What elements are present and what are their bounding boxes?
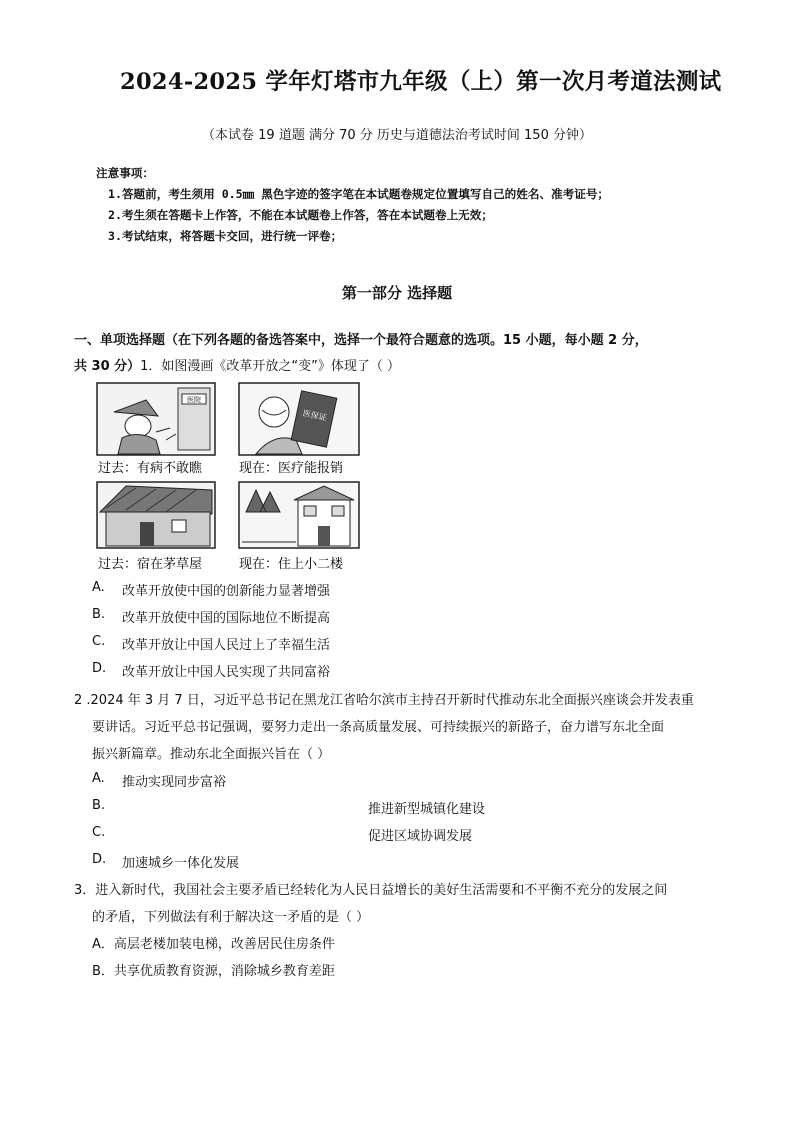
option <box>92 825 473 844</box>
option-letter: B． <box>92 964 114 979</box>
option <box>92 771 227 790</box>
option-text: 推进新型城镇化建设 <box>368 802 486 817</box>
reform-cartoon-image <box>96 382 366 572</box>
question-3-stem: 3．进入新时代，我国社会主要矛盾已经转化为人民日益增长的美好生活需要和不平衡不充分的发展之间 <box>74 883 668 898</box>
hospital-sign: 医院 <box>187 396 201 404</box>
cartoon-caption: 过去：有病不敢瞧 <box>98 461 203 476</box>
option <box>92 580 331 599</box>
exam-title: 2024-2025 学年灯塔市九年级（上）第一次月考道法测试 <box>120 69 722 95</box>
option-letter: D. <box>92 661 107 676</box>
option <box>92 933 335 952</box>
notice-item: 3.考试结束，将答题卡交回，进行统一评卷； <box>108 229 343 243</box>
option-letter: A. <box>92 580 105 595</box>
section-title: 第一部分 选择题 <box>341 284 453 302</box>
exam-subtitle: （本试卷 19 道题 满分 70 分 历史与道德法治考试时间 150 分钟） <box>202 128 592 143</box>
question-2-stem: 要讲话。习近平总书记强调，要努力走出一条高质量发展、可持续振兴的新路子，奋力谱写东北全面 <box>92 720 665 735</box>
option-letter: C. <box>92 634 106 649</box>
cartoon-panel-house <box>239 482 359 548</box>
option <box>92 852 240 871</box>
cartoon-panel-insurance <box>239 383 359 455</box>
option <box>92 634 331 653</box>
option <box>92 607 331 626</box>
option-letter: B. <box>92 607 106 622</box>
option-text: 共享优质教育资源，消除城乡教育差距 <box>113 964 335 979</box>
insurance-card-label: 医保证 <box>302 408 328 423</box>
cartoon-panel-hut <box>97 482 215 548</box>
notice-block <box>96 163 746 247</box>
option <box>92 798 486 817</box>
option-text: 改革开放让中国人民过上了幸福生活 <box>122 638 331 653</box>
option-letter: B. <box>92 798 106 813</box>
question-3-stem: 的矛盾，下列做法有利于解决这一矛盾的是（ ） <box>92 910 370 925</box>
cartoon-caption: 现在：医疗能报销 <box>239 461 344 476</box>
option-text: 改革开放让中国人民实现了共同富裕 <box>122 665 331 680</box>
option-text: 改革开放使中国的国际地位不断提高 <box>122 611 331 626</box>
cartoon-caption: 过去：宿在茅草屋 <box>98 557 203 572</box>
notice-heading: 注意事项： <box>96 166 154 180</box>
option-letter: A. <box>92 771 105 786</box>
option-text: 推动实现同步富裕 <box>122 775 227 790</box>
instructions-line1: 一、单项选择题（在下列各题的备选答案中，选择一个最符合题意的选项。15 小题，每小题 2 分， <box>74 333 648 348</box>
option-letter: C. <box>92 825 106 840</box>
question-2-stem: 振兴新篇章。推动东北全面振兴旨在（ ） <box>92 747 331 762</box>
option <box>92 661 331 680</box>
cartoon-panel-sick <box>97 383 215 455</box>
instructions-line2: 共 30 分） <box>74 359 141 374</box>
option-letter: A． <box>92 937 114 952</box>
notice-item: 1.答题前，考生须用 0.5㎜ 黑色字迹的签字笔在本试题卷规定位置填写自己的姓名、准考证号； <box>108 187 610 201</box>
cartoon-caption: 现在：住上小二楼 <box>239 557 344 572</box>
reform-cartoon-svg <box>96 382 366 572</box>
option-text: 促进区域协调发展 <box>368 829 473 844</box>
section-instructions <box>74 328 722 380</box>
question-2-stem: 2 .2024 年 3 月 7 日，习近平总书记在黑龙江省哈尔滨市主持召开新时代推动东北全面振兴座谈会并发表重 <box>74 693 694 708</box>
option-text: 高层老楼加装电梯，改善居民住房条件 <box>113 937 335 952</box>
notice-item: 2.考生须在答题卡上作答，不能在本试题卷上作答，答在本试题卷上无效； <box>108 208 493 222</box>
question-1-stem: 1．如图漫画《改革开放之“变”》体现了（ ） <box>140 359 401 374</box>
option-text: 改革开放使中国的创新能力显著增强 <box>122 584 331 599</box>
option <box>92 960 335 979</box>
option-letter: D. <box>92 852 107 867</box>
option-text: 加速城乡一体化发展 <box>122 856 240 871</box>
